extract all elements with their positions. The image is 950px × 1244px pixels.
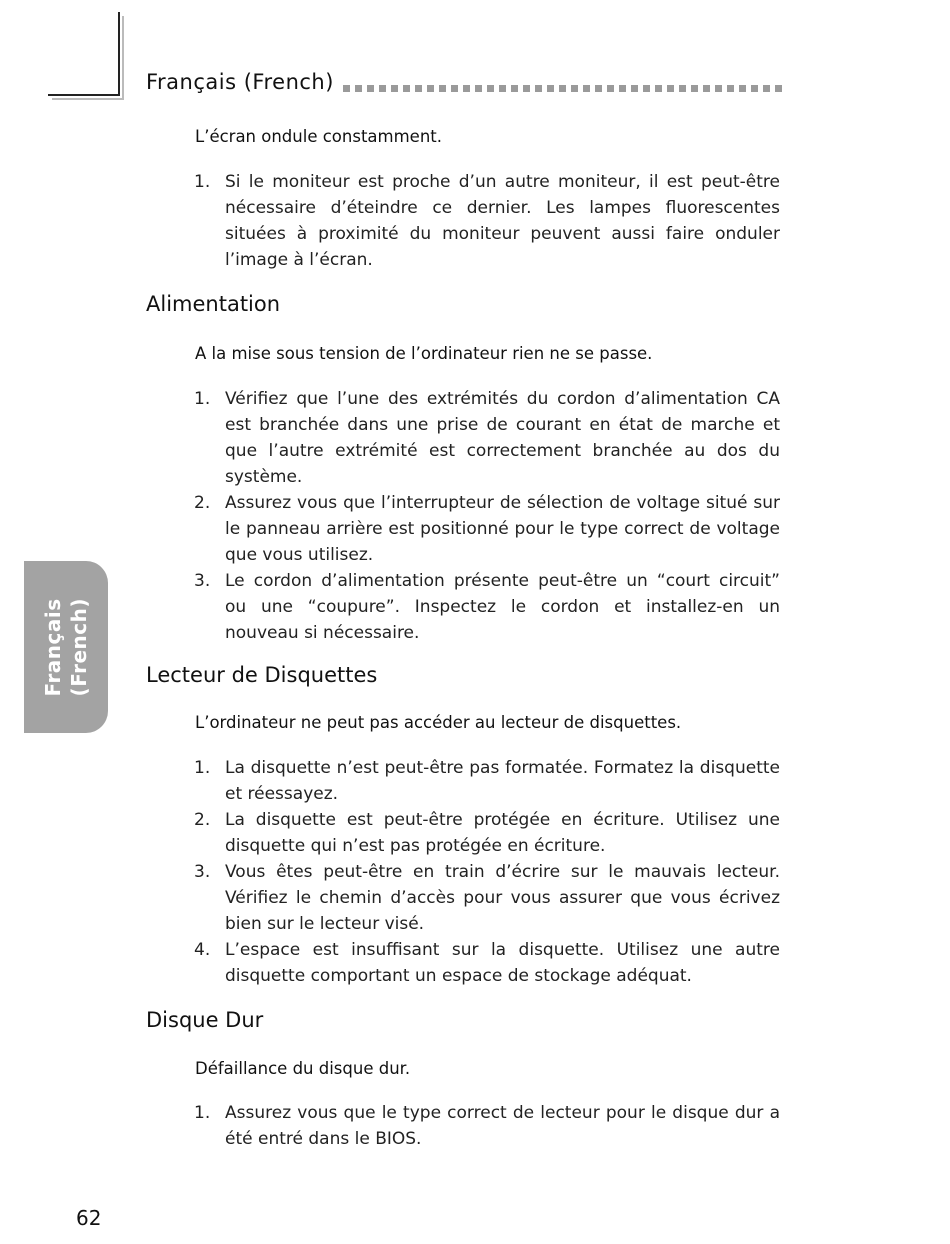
rule-dot xyxy=(775,85,782,92)
rule-dot xyxy=(667,85,674,92)
item-text: Le cordon d’alimentation présente peut-être un “court circuit” ou une “coupure”. Inspectez le cordon et installez-en un nouveau si nécessaire. xyxy=(225,571,780,643)
list-item xyxy=(194,568,780,646)
item-text: Assurez vous que l’interrupteur de sélection de voltage situé sur le panneau arrière est positionné pour le type correct de voltage que vous utilisez. xyxy=(225,493,780,565)
rule-dot xyxy=(463,85,470,92)
rule-dot xyxy=(415,85,422,92)
list-item xyxy=(194,859,780,937)
corner-mark xyxy=(48,94,120,96)
problem-heading: L’ordinateur ne peut pas accéder au lecteur de disquettes. xyxy=(195,713,682,732)
item-number: 3. xyxy=(194,571,211,591)
rule-dot xyxy=(499,85,506,92)
rule-dot xyxy=(583,85,590,92)
rule-dot xyxy=(547,85,554,92)
rule-dot xyxy=(715,85,722,92)
item-number: 1. xyxy=(194,389,211,409)
item-number: 1. xyxy=(194,758,211,778)
list-item xyxy=(194,937,780,989)
solution-list xyxy=(194,755,780,989)
item-number: 4. xyxy=(194,940,211,960)
corner-mark xyxy=(118,12,120,96)
rule-dot xyxy=(763,85,770,92)
list-item xyxy=(194,755,780,807)
rule-dot xyxy=(691,85,698,92)
item-text: La disquette est peut-être protégée en écriture. Utilisez une disquette qui n’est pas protégée en écriture. xyxy=(225,810,780,856)
item-number: 2. xyxy=(194,810,211,830)
header-dot-rule xyxy=(343,85,783,94)
item-number: 1. xyxy=(194,172,211,192)
section-title: Alimentation xyxy=(146,292,281,316)
rule-dot xyxy=(391,85,398,92)
item-number: 1. xyxy=(194,1103,211,1123)
rule-dot xyxy=(703,85,710,92)
rule-dot xyxy=(595,85,602,92)
item-number: 2. xyxy=(194,493,211,513)
rule-dot xyxy=(727,85,734,92)
rule-dot xyxy=(475,85,482,92)
rule-dot xyxy=(655,85,662,92)
rule-dot xyxy=(739,85,746,92)
rule-dot xyxy=(379,85,386,92)
item-number: 3. xyxy=(194,862,211,882)
list-item xyxy=(194,169,780,273)
side-tab xyxy=(24,561,108,733)
list-item xyxy=(194,1100,780,1152)
list-item xyxy=(194,386,780,490)
rule-dot xyxy=(403,85,410,92)
rule-dot xyxy=(751,85,758,92)
problem-heading: Défaillance du disque dur. xyxy=(195,1059,411,1078)
item-text: Si le moniteur est proche d’un autre moniteur, il est peut-être nécessaire d’éteindre ce dernier. Les lampes fluorescentes situées à proximité du moniteur peuvent aussi faire onduler l’image à l’écran. xyxy=(225,172,780,270)
item-text: Vous êtes peut-être en train d’écrire sur le mauvais lecteur. Vérifiez le chemin d’accès pour vous assurer que vous écrivez bien sur le lecteur visé. xyxy=(225,862,780,934)
rule-dot xyxy=(451,85,458,92)
rule-dot xyxy=(511,85,518,92)
side-tab-label: Français (French) xyxy=(41,597,91,697)
rule-dot xyxy=(679,85,686,92)
rule-dot xyxy=(343,85,350,92)
section-title: Lecteur de Disquettes xyxy=(146,663,378,687)
list-item xyxy=(194,490,780,568)
rule-dot xyxy=(427,85,434,92)
page-header-title: Français (French) xyxy=(146,70,334,94)
item-text: Vérifiez que l’une des extrémités du cordon d’alimentation CA est branchée dans une prise de courant en état de marche et que l’autre extrémité est correctement branchée au dos du système. xyxy=(225,389,780,487)
solution-list xyxy=(194,386,780,646)
rule-dot xyxy=(487,85,494,92)
rule-dot xyxy=(523,85,530,92)
corner-mark-shadow xyxy=(122,16,124,100)
rule-dot xyxy=(619,85,626,92)
page-number: 62 xyxy=(76,1206,102,1230)
rule-dot xyxy=(607,85,614,92)
rule-dot xyxy=(643,85,650,92)
item-text: La disquette n’est peut-être pas formatée. Formatez la disquette et réessayez. xyxy=(225,758,780,804)
item-text: Assurez vous que le type correct de lecteur pour le disque dur a été entré dans le BIOS. xyxy=(225,1103,780,1149)
rule-dot xyxy=(367,85,374,92)
corner-mark-shadow xyxy=(52,98,124,100)
rule-dot xyxy=(439,85,446,92)
rule-dot xyxy=(535,85,542,92)
rule-dot xyxy=(631,85,638,92)
solution-list xyxy=(194,1100,780,1152)
rule-dot xyxy=(559,85,566,92)
rule-dot xyxy=(355,85,362,92)
solution-list xyxy=(194,169,780,273)
item-text: L’espace est insuffisant sur la disquette. Utilisez une autre disquette comportant un espace de stockage adéquat. xyxy=(225,940,780,986)
problem-heading: A la mise sous tension de l’ordinateur rien ne se passe. xyxy=(195,344,653,363)
problem-heading: L’écran ondule constamment. xyxy=(195,127,442,146)
list-item xyxy=(194,807,780,859)
section-title: Disque Dur xyxy=(146,1008,264,1032)
rule-dot xyxy=(571,85,578,92)
